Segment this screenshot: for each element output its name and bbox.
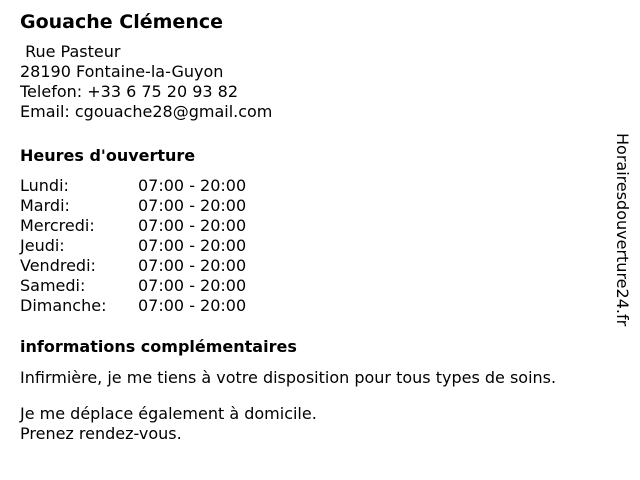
phone-number: Telefon: +33 6 75 20 93 82 [20,82,239,101]
info-paragraph-home-visits [20,404,610,444]
time-range: 07:00 - 20:00 [138,256,247,275]
hours-row-monday [20,176,610,196]
time-range: 07:00 - 20:00 [138,176,247,195]
street-address: Rue Pasteur [20,42,121,61]
day-label: Mardi: [20,196,70,215]
business-name: Gouache Clémence [20,11,223,33]
hours-row-wednesday [20,216,610,236]
hours-row-saturday [20,276,610,296]
contact-block [20,42,610,122]
hours-row-thursday [20,236,610,256]
time-range: 07:00 - 20:00 [138,276,247,295]
appointment-text: Prenez rendez-vous. [20,424,182,443]
home-visit-text: Je me déplace également à domicile. [20,404,317,423]
time-range: 07:00 - 20:00 [138,216,247,235]
hours-row-tuesday [20,196,610,216]
hours-row-sunday [20,296,610,316]
day-label: Samedi: [20,276,86,295]
day-label: Dimanche: [20,296,107,315]
day-label: Vendredi: [20,256,96,275]
hours-row-friday [20,256,610,276]
site-watermark: Horairesdouverture24.fr [613,133,632,327]
day-label: Lundi: [20,176,69,195]
day-label: Mercredi: [20,216,95,235]
opening-hours-table [20,176,610,316]
opening-hours-heading: Heures d'ouverture [20,146,196,165]
time-range: 07:00 - 20:00 [138,296,247,315]
additional-info-heading: informations complémentaires [20,337,297,356]
info-paragraph: Infirmière, je me tiens à votre disposition pour tous types de soins. [20,368,557,387]
time-range: 07:00 - 20:00 [138,196,247,215]
time-range: 07:00 - 20:00 [138,236,247,255]
email-address: Email: cgouache28@gmail.com [20,102,273,121]
business-card [20,10,610,444]
day-label: Jeudi: [20,236,65,255]
city-address: 28190 Fontaine-la-Guyon [20,62,224,81]
